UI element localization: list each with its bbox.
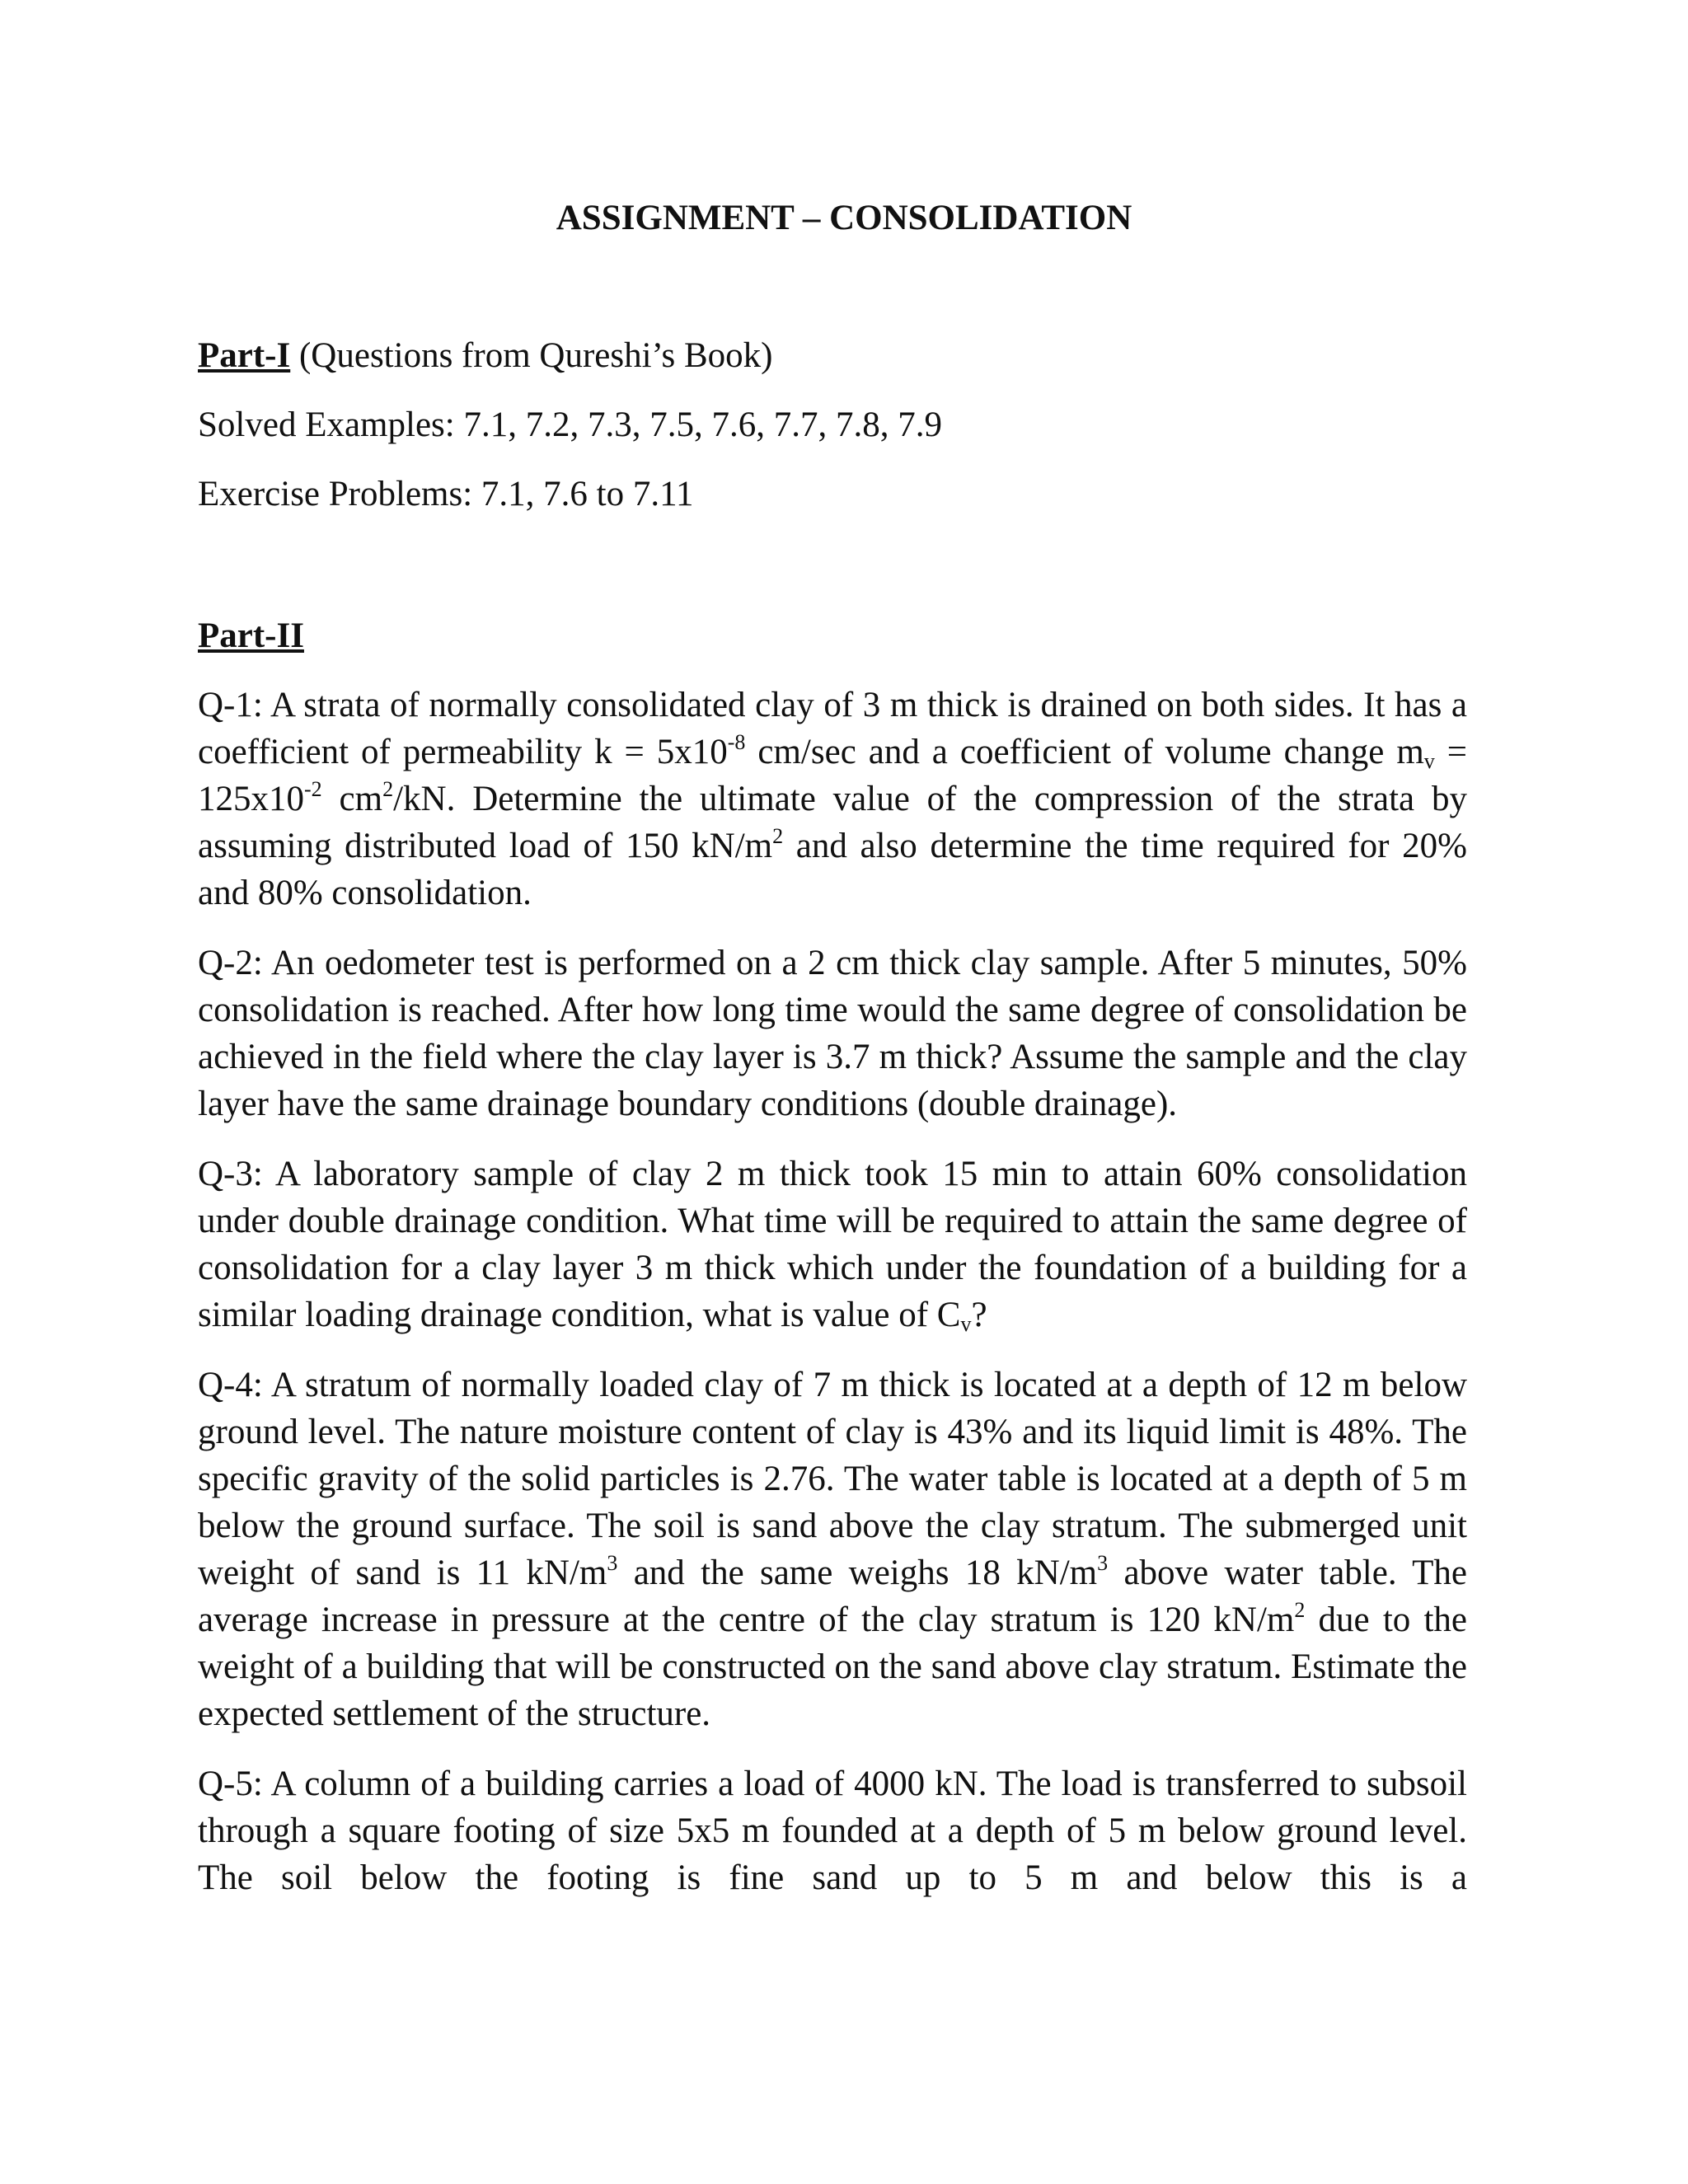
question-1-exponent-c: -2 [304, 777, 322, 801]
part-1-section [198, 332, 1467, 518]
question-1-text-b: cm/sec and a coefficient of volume change m [745, 733, 1424, 771]
part-1-heading-line [198, 332, 1467, 379]
part-2-heading-line [198, 612, 1467, 659]
question-4-text-d: due to the weight of a building that will be constructed on the sand above clay stratum. Estimate the expected settlement of the structure. [198, 1601, 1467, 1733]
solved-examples-line: Solved Examples: 7.1, 7.2, 7.3, 7.5, 7.6, 7.7, 7.8, 7.9 [198, 405, 942, 444]
question-3 [198, 1151, 1467, 1338]
question-2: Q-2: An oedometer test is performed on a 2 cm thick clay sample. After 5 minutes, 50% consolidation is reached. After how long time would the same degree of consolidation be achieved in the field where the clay layer is 3.7 m thick? Assume the sample and the clay layer have the same drainage boundary conditions (double drainage). [198, 944, 1467, 1123]
part-1-heading-note: (Questions from Qureshi’s Book) [298, 336, 773, 375]
question-5: Q-5: A column of a building carries a load of 4000 kN. The load is transferred to subsoil through a square footing of size 5x5 m founded at a depth of 5 m below ground level. The soil below the footing is fine sand up to 5 m and below this is a [198, 1765, 1467, 1897]
question-1-text-e: /kN. Determine the ultimate value of the compression of the strata by assuming distributed load of 150 kN/m [198, 780, 1467, 865]
question-4-text-b: and the same weighs 18 kN/m [617, 1554, 1098, 1592]
document-body [198, 332, 1467, 1924]
question-1-text-d: cm [321, 780, 383, 818]
question-1-text-a: Q-1: A strata of normally consolidated clay of 3 m thick is drained on both sides. It has a coefficient of permeability k = 5x10 [198, 686, 1467, 771]
question-1-exponent-e: 2 [772, 824, 784, 848]
question-3-subscript-v: v [960, 1312, 972, 1336]
question-3-text-a: Q-3: A laboratory sample of clay 2 m thick took 15 min to attain 60% consolidation under double drainage condition. What time will be required to attain the same degree of consolidation for a clay layer 3 m thick which under the foundation of a building for a similar loading drainage condition, what is value of C [198, 1155, 1467, 1334]
question-4-exponent-c: 2 [1294, 1598, 1306, 1622]
question-3-text-b: ? [971, 1296, 987, 1334]
question-1 [198, 682, 1467, 916]
part-1-heading: Part-I [198, 336, 291, 375]
section-spacer [198, 540, 1467, 612]
part-2-heading: Part-II [198, 616, 304, 655]
exercise-problems-line: Exercise Problems: 7.1, 7.6 to 7.11 [198, 475, 694, 513]
question-4-text-c: above water table. The average increase in pressure at the centre of the clay stratum is 120 kN/m [198, 1554, 1467, 1639]
question-4-exponent-a: 3 [607, 1551, 618, 1575]
question-1-exponent-a: -8 [727, 730, 746, 754]
part-2-section [198, 612, 1467, 1901]
document-title: ASSIGNMENT – CONSOLIDATION [556, 199, 1132, 237]
question-4-text-a: Q-4: A stratum of normally loaded clay of 7 m thick is located at a depth of 12 m below ground level. The nature moisture content of clay is 43% and its liquid limit is 48%. The specific gravity of the solid particles is 2.76. The water table is located at a depth of 5 m below the ground surface. The soil is sand above the clay stratum. The submerged unit weight of sand is 11 kN/m [198, 1366, 1467, 1592]
question-4-exponent-b: 3 [1097, 1551, 1109, 1575]
question-1-exponent-d: 2 [382, 777, 394, 801]
question-1-text-f: and also determine the time required for 20% and 80% consolidation. [198, 827, 1467, 912]
question-1-subscript-v: v [1423, 749, 1435, 773]
question-4 [198, 1361, 1467, 1737]
question-1-text-c: = 125x10 [198, 733, 1467, 818]
